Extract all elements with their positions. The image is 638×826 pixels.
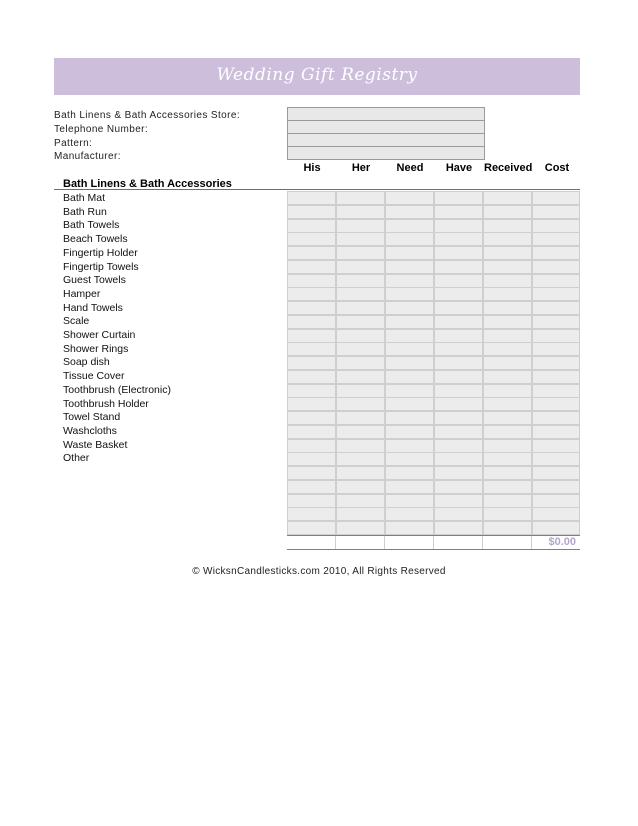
- cell-have[interactable]: [434, 342, 483, 356]
- cell-need[interactable]: [385, 425, 434, 439]
- cell-have[interactable]: [434, 397, 483, 411]
- cell-have[interactable]: [434, 480, 483, 494]
- cell-need[interactable]: [385, 439, 434, 453]
- copyright-notice: © WicksnCandlesticks.com 2010, All Rights Reserved: [192, 566, 446, 577]
- cell-received[interactable]: [483, 342, 532, 356]
- item-label: Hand Towels: [63, 301, 123, 314]
- item-label: Scale: [63, 315, 90, 328]
- cell-need[interactable]: [385, 494, 434, 508]
- item-label: Fingertip Holder: [63, 246, 138, 259]
- cell-cost[interactable]: [532, 219, 580, 233]
- total-cell-have: [433, 536, 482, 549]
- cell-need[interactable]: [385, 232, 434, 246]
- cell-have[interactable]: [434, 439, 483, 453]
- cell-cost[interactable]: [532, 205, 580, 219]
- cell-cost[interactable]: [532, 439, 580, 453]
- cell-her[interactable]: [336, 356, 385, 370]
- item-label: Washcloths: [63, 424, 117, 437]
- cell-received[interactable]: [483, 219, 532, 233]
- cell-cost[interactable]: [532, 452, 580, 466]
- cell-her[interactable]: [336, 411, 385, 425]
- store-field[interactable]: [287, 107, 485, 120]
- cell-cost[interactable]: [532, 260, 580, 274]
- cell-his[interactable]: [287, 397, 336, 411]
- cell-cost[interactable]: [532, 411, 580, 425]
- item-label: Hamper: [63, 287, 101, 300]
- cell-her[interactable]: [336, 342, 385, 356]
- cell-her[interactable]: [336, 521, 385, 535]
- cell-have[interactable]: [434, 219, 483, 233]
- item-label: Toothbrush (Electronic): [63, 383, 171, 396]
- cell-need[interactable]: [385, 384, 434, 398]
- item-label: Shower Curtain: [63, 329, 136, 341]
- pattern-label: Pattern:: [54, 138, 93, 149]
- item-label: Bath Mat: [63, 192, 106, 204]
- cell-his[interactable]: [287, 356, 336, 370]
- cell-received[interactable]: [483, 521, 532, 535]
- cell-need[interactable]: [385, 452, 434, 466]
- cell-received[interactable]: [483, 425, 532, 439]
- cell-received[interactable]: [483, 232, 532, 246]
- cell-his[interactable]: [287, 466, 336, 480]
- cell-her[interactable]: [336, 232, 385, 246]
- cell-cost[interactable]: [532, 287, 580, 301]
- phone-field[interactable]: [287, 120, 485, 133]
- cell-cost[interactable]: [532, 274, 580, 288]
- cell-her[interactable]: [336, 397, 385, 411]
- cell-have[interactable]: [434, 356, 483, 370]
- cell-her[interactable]: [336, 507, 385, 521]
- cell-her[interactable]: [336, 274, 385, 288]
- cell-have[interactable]: [434, 329, 483, 343]
- cell-his[interactable]: [287, 287, 336, 301]
- cell-have[interactable]: [434, 191, 483, 205]
- item-label: Waste Basket: [63, 438, 128, 451]
- cell-his[interactable]: [287, 439, 336, 453]
- cell-cost[interactable]: [532, 480, 580, 494]
- cell-cost[interactable]: [532, 494, 580, 508]
- cell-have[interactable]: [434, 521, 483, 535]
- cell-her[interactable]: [336, 315, 385, 329]
- store-label: Bath Linens & Bath Accessories Store:: [54, 110, 241, 121]
- cell-his[interactable]: [287, 274, 336, 288]
- cell-his[interactable]: [287, 219, 336, 233]
- cell-his[interactable]: [287, 315, 336, 329]
- cell-received[interactable]: [483, 397, 532, 411]
- cell-received[interactable]: [483, 329, 532, 343]
- cell-received[interactable]: [483, 466, 532, 480]
- total-cell-cost: [531, 536, 580, 549]
- total-cost-value: $0.00: [548, 536, 576, 548]
- cell-his[interactable]: [287, 507, 336, 521]
- item-label: Soap dish: [63, 356, 110, 369]
- cell-his[interactable]: [287, 494, 336, 508]
- column-header-received: Received: [484, 162, 533, 174]
- cell-need[interactable]: [385, 260, 434, 274]
- cell-his[interactable]: [287, 452, 336, 466]
- cell-received[interactable]: [483, 480, 532, 494]
- item-label: Bath Run: [63, 205, 107, 218]
- cell-her[interactable]: [336, 329, 385, 343]
- cell-have[interactable]: [434, 411, 483, 425]
- cell-received[interactable]: [483, 494, 532, 508]
- cell-cost[interactable]: [532, 356, 580, 370]
- cell-her[interactable]: [336, 466, 385, 480]
- cell-have[interactable]: [434, 425, 483, 439]
- cell-need[interactable]: [385, 329, 434, 343]
- cell-cost[interactable]: [532, 507, 580, 521]
- cell-cost[interactable]: [532, 191, 580, 205]
- cell-her[interactable]: [336, 246, 385, 260]
- cell-received[interactable]: [483, 301, 532, 315]
- cell-need[interactable]: [385, 274, 434, 288]
- column-header-his: His: [303, 162, 321, 174]
- cell-need[interactable]: [385, 356, 434, 370]
- cell-his[interactable]: [287, 342, 336, 356]
- cell-have[interactable]: [434, 494, 483, 508]
- cell-have[interactable]: [434, 384, 483, 398]
- cell-her[interactable]: [336, 191, 385, 205]
- cell-her[interactable]: [336, 301, 385, 315]
- column-header-need: Need: [396, 162, 424, 174]
- cell-have[interactable]: [434, 260, 483, 274]
- cell-received[interactable]: [483, 287, 532, 301]
- cell-received[interactable]: [483, 260, 532, 274]
- cell-his[interactable]: [287, 260, 336, 274]
- cell-cost[interactable]: [532, 301, 580, 315]
- registry-title: Wedding Gift Registry: [216, 65, 418, 85]
- cell-her[interactable]: [336, 452, 385, 466]
- cell-cost[interactable]: [532, 370, 580, 384]
- cell-cost[interactable]: [532, 384, 580, 398]
- cell-received[interactable]: [483, 356, 532, 370]
- item-label: Toothbrush Holder: [63, 397, 149, 410]
- cell-his[interactable]: [287, 521, 336, 535]
- cell-need[interactable]: [385, 246, 434, 260]
- manufacturer-field[interactable]: [287, 146, 485, 160]
- cell-have[interactable]: [434, 205, 483, 219]
- section-title: Bath Linens & Bath Accessories: [63, 178, 232, 190]
- cell-his[interactable]: [287, 329, 336, 343]
- cell-need[interactable]: [385, 191, 434, 205]
- totals-row: [287, 535, 580, 550]
- cell-need[interactable]: [385, 466, 434, 480]
- item-label: Shower Rings: [63, 342, 129, 355]
- cell-his[interactable]: [287, 384, 336, 398]
- cell-his[interactable]: [287, 411, 336, 425]
- cell-his[interactable]: [287, 246, 336, 260]
- cell-her[interactable]: [336, 370, 385, 384]
- cell-received[interactable]: [483, 246, 532, 260]
- item-label: Towel Stand: [63, 411, 121, 424]
- cell-need[interactable]: [385, 205, 434, 219]
- cell-need[interactable]: [385, 219, 434, 233]
- cell-her[interactable]: [336, 219, 385, 233]
- cell-his[interactable]: [287, 232, 336, 246]
- cell-his[interactable]: [287, 480, 336, 494]
- cell-her[interactable]: [336, 260, 385, 274]
- cell-received[interactable]: [483, 452, 532, 466]
- total-cell-received: [482, 536, 531, 549]
- item-label: Tissue Cover: [63, 370, 125, 383]
- cell-his[interactable]: [287, 370, 336, 384]
- cell-received[interactable]: [483, 439, 532, 453]
- cell-cost[interactable]: [532, 232, 580, 246]
- cell-have[interactable]: [434, 370, 483, 384]
- cell-need[interactable]: [385, 342, 434, 356]
- column-header-her: Her: [351, 162, 371, 174]
- cell-need[interactable]: [385, 480, 434, 494]
- cell-have[interactable]: [434, 246, 483, 260]
- cell-her[interactable]: [336, 480, 385, 494]
- cell-cost[interactable]: [532, 425, 580, 439]
- cell-cost[interactable]: [532, 397, 580, 411]
- cell-her[interactable]: [336, 425, 385, 439]
- item-label: Guest Towels: [63, 274, 126, 287]
- header-banner: [54, 58, 580, 95]
- cell-need[interactable]: [385, 411, 434, 425]
- cell-received[interactable]: [483, 411, 532, 425]
- cell-need[interactable]: [385, 301, 434, 315]
- cell-have[interactable]: [434, 287, 483, 301]
- cell-need[interactable]: [385, 315, 434, 329]
- cell-need[interactable]: [385, 287, 434, 301]
- section-divider: [54, 189, 580, 190]
- item-label: Fingertip Towels: [63, 260, 139, 273]
- cell-his[interactable]: [287, 205, 336, 219]
- cell-her[interactable]: [336, 205, 385, 219]
- cell-need[interactable]: [385, 370, 434, 384]
- cell-received[interactable]: [483, 507, 532, 521]
- phone-label: Telephone Number:: [54, 124, 149, 135]
- cell-have[interactable]: [434, 274, 483, 288]
- cell-need[interactable]: [385, 507, 434, 521]
- column-header-have: Have: [445, 162, 473, 174]
- cell-cost[interactable]: [532, 246, 580, 260]
- cell-received[interactable]: [483, 191, 532, 205]
- cell-have[interactable]: [434, 301, 483, 315]
- cell-have[interactable]: [434, 452, 483, 466]
- cell-her[interactable]: [336, 494, 385, 508]
- total-cell-need: [384, 536, 433, 549]
- cell-her[interactable]: [336, 287, 385, 301]
- cell-received[interactable]: [483, 274, 532, 288]
- item-label: Other: [63, 452, 90, 465]
- cell-her[interactable]: [336, 439, 385, 453]
- cell-have[interactable]: [434, 315, 483, 329]
- item-label: Bath Towels: [63, 219, 120, 232]
- cell-need[interactable]: [385, 397, 434, 411]
- cell-need[interactable]: [385, 521, 434, 535]
- cell-received[interactable]: [483, 370, 532, 384]
- cell-cost[interactable]: [532, 329, 580, 343]
- manufacturer-label: Manufacturer:: [54, 151, 121, 162]
- cell-received[interactable]: [483, 315, 532, 329]
- pattern-field[interactable]: [287, 133, 485, 146]
- cell-received[interactable]: [483, 384, 532, 398]
- cell-his[interactable]: [287, 301, 336, 315]
- cell-his[interactable]: [287, 191, 336, 205]
- cell-received[interactable]: [483, 205, 532, 219]
- cell-cost[interactable]: [532, 315, 580, 329]
- item-label: Beach Towels: [63, 233, 128, 246]
- cell-his[interactable]: [287, 425, 336, 439]
- cell-her[interactable]: [336, 384, 385, 398]
- cell-have[interactable]: [434, 232, 483, 246]
- column-header-cost: Cost: [544, 162, 570, 174]
- total-cell-her: [335, 536, 384, 549]
- cell-cost[interactable]: [532, 521, 580, 535]
- cell-have[interactable]: [434, 507, 483, 521]
- cell-cost[interactable]: [532, 342, 580, 356]
- cell-have[interactable]: [434, 466, 483, 480]
- cell-cost[interactable]: [532, 466, 580, 480]
